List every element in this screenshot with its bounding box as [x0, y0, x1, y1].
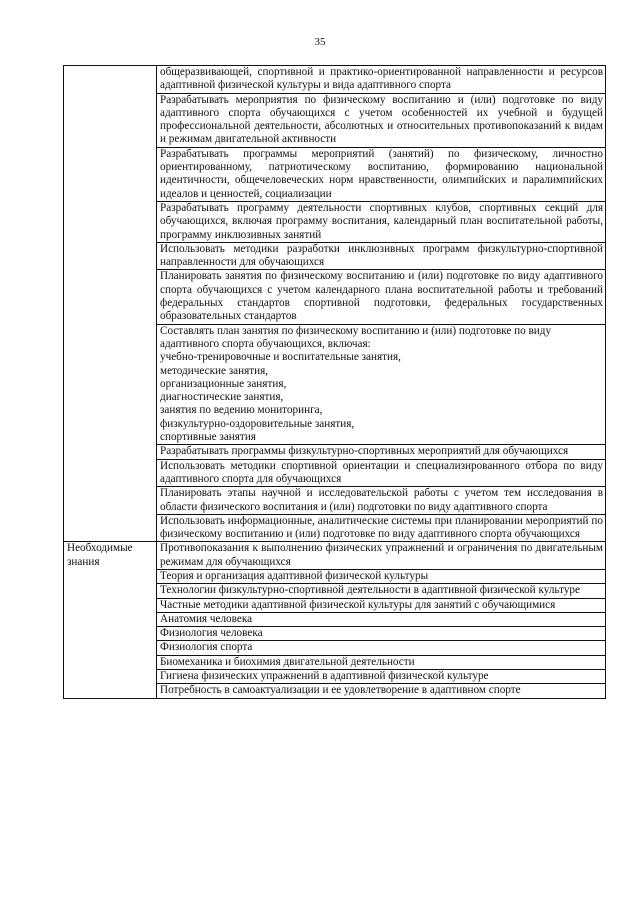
group-label-cell: Необходимые знания [64, 542, 157, 698]
knowledge-cell: Противопоказания к выполнению физических упражнений и ограничения по двигательным режимам для обучающихся [157, 542, 606, 570]
skill-cell: Разрабатывать программу деятельности спортивных клубов, спортивных секций для обучающихся, включая программу воспитания, календарный план воспитательной работы, программу инклюзивных занятий [157, 201, 606, 242]
knowledge-cell: Потребность в самоактуализации и ее удовлетворение в адаптивном спорте [157, 684, 606, 698]
skill-cell: Планировать занятия по физическому воспитанию и (или) подготовке по виду адаптивного спорта обучающихся с учетом календарного плана воспитательной работы и требований федеральных стандартов спортивной подготовки, федеральных государственных образовательных стандартов [157, 270, 606, 324]
skill-cell: Разрабатывать мероприятия по физическому воспитанию и (или) подготовке по виду адаптивного спорта обучающихся с учетом особенностей их учебной и будущей профессиональной деятельности, абсолютных и относительных противопоказаний к видам и режимам двигательной активности [157, 93, 606, 147]
knowledge-cell: Частные методики адаптивной физической культуры для занятий с обучающимися [157, 598, 606, 612]
skill-cell: Разрабатывать программы физкультурно-спортивных мероприятий для обучающихся [157, 445, 606, 459]
knowledge-cell: Теория и организация адаптивной физической культуры [157, 569, 606, 583]
skill-cell: общеразвивающей, спортивной и практико-ориентированной направленности и ресурсов адаптивной физической культуры и вида адаптивного спорта [157, 66, 606, 94]
knowledge-cell: Биомеханика и биохимия двигательной деятельности [157, 655, 606, 669]
knowledge-cell: Физиология спорта [157, 641, 606, 655]
table-row [64, 66, 606, 94]
requirements-table [63, 65, 606, 699]
skill-cell: Планировать этапы научной и исследовательской работы с учетом тем исследования в области физического воспитания и (или) подготовки по виду адаптивного спорта [157, 487, 606, 515]
page-number: 35 [314, 36, 326, 48]
knowledge-cell: Технологии физкультурно-спортивной деятельности в адаптивной физической культуре [157, 584, 606, 598]
group-label-cell [64, 66, 157, 542]
skill-cell: Составлять план занятия по физическому воспитанию и (или) подготовке по виду адаптивного спорта обучающихся, включая: учебно-тренировочные и воспитательные занятия, методические занятия, организационные занятия, диагностические занятия, занятия по ведению мониторинга, физкультурно-оздоровительные занятия, спортивные занятия [157, 324, 606, 445]
skill-cell: Использовать методики разработки инклюзивных программ физкультурно-спортивной направленности для обучающихся [157, 242, 606, 270]
skill-cell: Разрабатывать программы мероприятий (занятий) по физическому, личностно ориентированному, патриотическому воспитанию, формированию национальной идентичности, общечеловеческих норм нравственности, олимпийских и паралимпийских идеалов и ценностей, социализации [157, 147, 606, 201]
table-row [64, 542, 606, 570]
knowledge-cell: Гигиена физических упражнений в адаптивной физической культуре [157, 670, 606, 684]
knowledge-cell: Анатомия человека [157, 612, 606, 626]
skill-cell: Использовать информационные, аналитические системы при планировании мероприятий по физическому воспитанию и (или) подготовке по виду адаптивного спорта обучающихся [157, 514, 606, 542]
skill-cell: Использовать методики спортивной ориентации и специализированного отбора по виду адаптивного спорта для обучающихся [157, 459, 606, 487]
knowledge-cell: Физиология человека [157, 627, 606, 641]
